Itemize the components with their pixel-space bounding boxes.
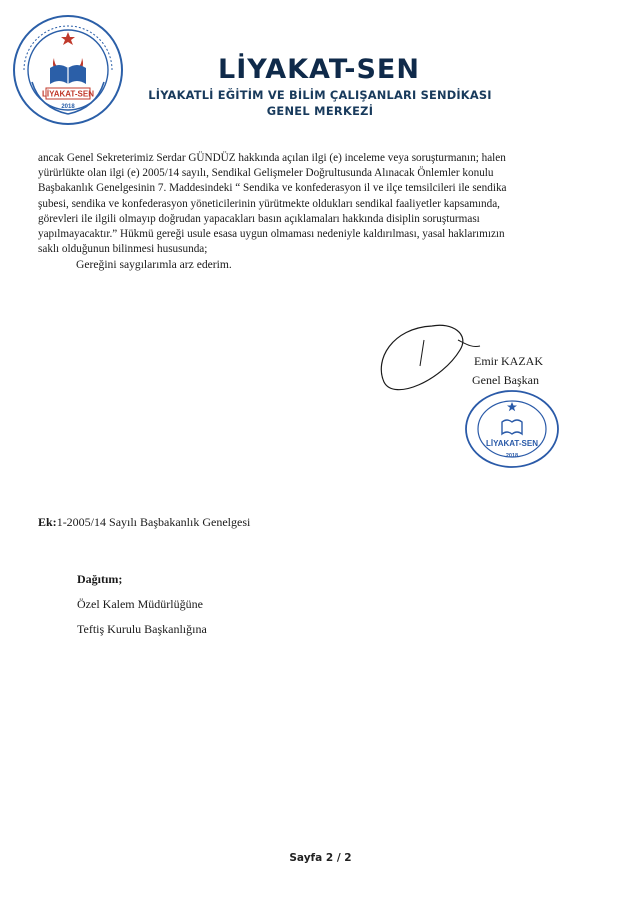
organization-unit: GENEL MERKEZİ xyxy=(266,104,374,118)
attachment-text: 1-2005/14 Sayılı Başbakanlık Genelgesi xyxy=(56,515,251,529)
body-line: yapılmayacaktır.” Hükmü gereği usule esasa uygun olmaması nedeniyle kaldırılması, yasal haklarımızın xyxy=(38,228,505,241)
organization-full-name: LİYAKATLİ EĞİTİM VE BİLİM ÇALIŞANLARI SENDİKASI xyxy=(148,88,492,102)
official-stamp-icon xyxy=(462,388,562,470)
svg-text:2018: 2018 xyxy=(505,453,519,459)
body-line: şubesi, sendika ve konfederasyon yöneticilerinin yürütmekte oldukları sendikal faaliyetler kapsamında, xyxy=(38,197,500,210)
body-line: Başbakanlık Genelgesinin 7. Maddesindeki “ Sendika ve konfederasyon il ve ilçe temsilcileri ile sendika xyxy=(38,182,507,195)
page-number: Sayfa 2 / 2 xyxy=(289,852,352,864)
svg-text:LİYAKAT-SEN: LİYAKAT-SEN xyxy=(485,439,539,448)
svg-text:2018: 2018 xyxy=(61,104,75,110)
body-line: ancak Genel Sekreterimiz Serdar GÜNDÜZ hakkında açılan ilgi (e) inceleme veya soruşturmanın; halen xyxy=(38,152,506,164)
organization-name: LİYAKAT-SEN xyxy=(218,54,420,85)
attachment-note xyxy=(38,515,250,530)
distribution-heading: Dağıtım; xyxy=(77,572,123,586)
signatory-title: Genel Başkan xyxy=(472,373,539,387)
union-logo-icon xyxy=(10,12,126,128)
attachment-prefix: Ek: xyxy=(38,515,57,529)
distribution-item: Özel Kalem Müdürlüğüne xyxy=(77,597,203,611)
distribution-item: Teftiş Kurulu Başkanlığına xyxy=(77,622,207,636)
body-line: saklı olduğunun bilinmesi hususunda; xyxy=(38,243,208,256)
letterhead xyxy=(0,0,641,118)
body-line: yürürlükte olan ilgi (e) 2005/14 sayılı, Sendikal Gelişmeler Doğrultusunda Alınacak Önlemler konulu xyxy=(38,167,494,180)
signatory-name: Emir KAZAK xyxy=(474,354,543,368)
svg-text:LİYAKAT-SEN: LİYAKAT-SEN xyxy=(41,89,95,99)
closing-sentence: Gereğini saygılarımla arz ederim. xyxy=(76,258,232,271)
letter-body xyxy=(38,151,609,257)
body-line: görevleri ile ilgili olmayıp doğrudan yapacakları basın açıklamaları hakkında disiplin soruşturması xyxy=(38,212,480,225)
